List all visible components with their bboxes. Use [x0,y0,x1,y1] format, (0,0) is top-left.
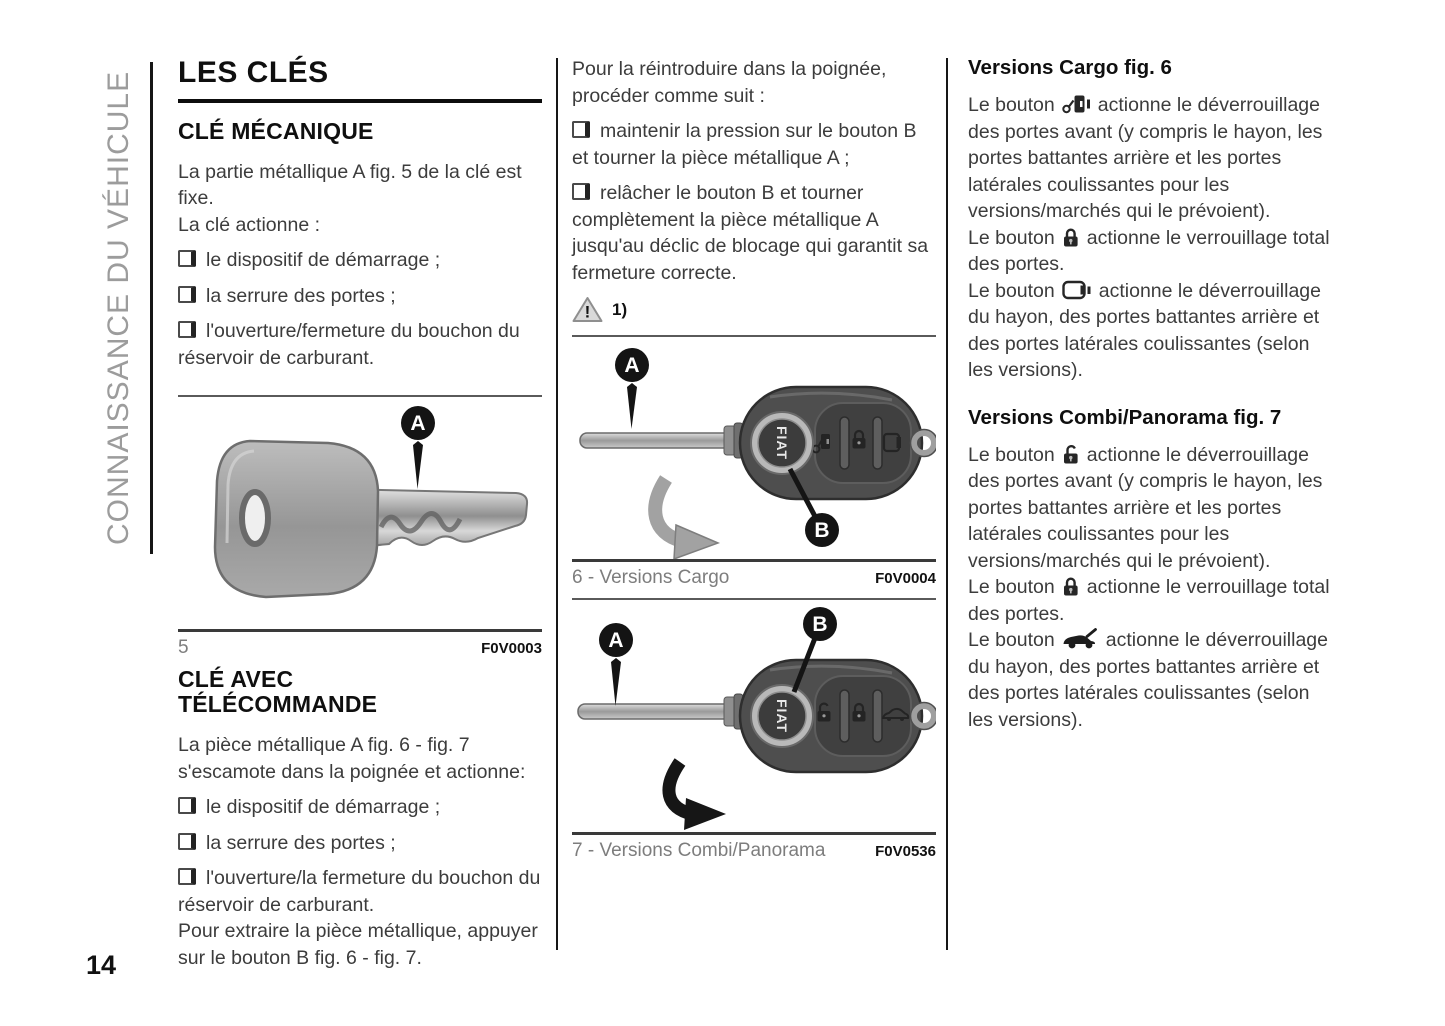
button-divider [873,417,882,469]
reinsert-para: Pour la réintroduire dans la poignée, procéder comme suit : [572,58,887,107]
rotate-arrow-head [684,798,726,830]
warning-row [572,296,936,323]
figure-5-caption [178,629,542,661]
label-b-text: B [812,613,828,637]
mech-bullet-3: l'ouverture/fermeture du bouchon du réservoir de carburant. [178,320,520,369]
column-left [178,56,542,971]
chapter-vertical-label: CONNAISSANCE DU VÉHICULE [102,70,135,546]
square-bullet-icon [572,121,590,138]
cargo-sentence-1: Le bouton actionne le déverrouillage des portes avant (y compris le hayon, les portes battantes arrière et les portes latérales coulissantes pour les versions/marchés qui le prévoient). [968,94,1323,223]
remote-key-heading: CLÉ AVEC TÉLÉCOMMANDE [178,666,378,718]
key-head-hole [242,492,268,544]
car-trunk-open-icon [1062,628,1099,649]
label-a-text: A [608,629,624,653]
warning-note-ref: 1) [612,299,628,319]
chapter-vertical-rule [150,62,153,554]
combi-sentence-2: Le bouton actionne le verrouillage total des portes. [968,576,1330,625]
combi-heading: Versions Combi/Panorama fig. 7 [968,405,1282,429]
column-middle [572,56,936,864]
section-title: LES CLÉS [178,56,542,103]
figure-code: F0V0004 [875,570,936,588]
label-a-pointer [627,383,637,429]
button-divider [840,417,849,469]
button-divider [873,690,882,742]
figure-code: F0V0536 [875,843,936,861]
remote-bullet-2: la serrure des portes ; [178,830,542,857]
remote-bullet-3: l'ouverture/la fermeture du bouchon du réservoir de carburant. [178,867,541,916]
tailgate-unlock-icon [1062,280,1092,300]
rotate-arrow-head [674,525,718,559]
label-a-text: A [410,412,426,436]
reinsert-bullet-2: relâcher le bouton B et tourner complètement la pièce métallique A jusqu'au déclic de blocage qui garantit sa fermeture correcte. [572,182,929,284]
column-separator-2 [946,58,948,950]
label-b-text: B [814,519,830,543]
column-right [968,56,1338,733]
figure-caption-text: 7 - Versions Combi/Panorama [572,840,826,862]
combi-sentence-3: Le bouton actionne le déverrouillage du hayon, des portes battantes arrière et des portes latérales coulissantes (selon les versions). [968,629,1328,731]
door-unlock-key-icon [1062,94,1091,114]
square-bullet-icon [178,286,196,303]
square-bullet-icon [178,868,196,885]
square-bullet-icon [178,250,196,267]
figure-caption-text: 6 - Versions Cargo [572,567,730,589]
svg-text:!: ! [584,302,591,322]
mech-para-1: La partie métallique A fig. 5 de la clé est fixe. [178,160,522,210]
cargo-heading: Versions Cargo fig. 6 [968,56,1172,79]
label-a-pointer [413,441,423,489]
lock-open-icon [1062,443,1080,464]
square-bullet-icon [178,797,196,814]
figure-7-key-fob-combi-image [572,600,936,832]
square-bullet-icon [178,321,196,338]
fob-blade [578,704,732,719]
remote-para-2: Pour extraire la pièce métallique, appuyer sur le bouton B fig. 6 - fig. 7. [178,920,538,969]
remote-bullet-1: le dispositif de démarrage ; [178,794,542,821]
mech-key-heading: CLÉ MÉCANIQUE [178,118,374,144]
mech-bullet-2: la serrure des portes ; [178,283,542,310]
button-divider [840,690,849,742]
combi-sentence-1: Le bouton actionne le déverrouillage des portes avant (y compris le hayon, les portes battantes arrière et les portes latérales coulissantes pour les versions/marchés qui le prévoient). [968,443,1323,572]
figure-7-caption [572,832,936,864]
figure-5-mechanical-key-image [178,397,542,629]
fiat-logo-text: FIAT [774,426,790,461]
label-a-text: A [624,354,640,378]
column-separator-1 [556,58,558,950]
keyring-loop [914,706,934,726]
figure-6-key-fob-cargo-image [572,337,936,559]
keyring-loop [914,433,934,453]
fiat-logo-text: FIAT [774,699,790,734]
figure-number: 5 [178,637,189,659]
page-number: 14 [86,950,117,980]
cargo-sentence-2: Le bouton actionne le verrouillage total des portes. [968,226,1330,276]
figure-code: F0V0003 [481,640,542,658]
cargo-sentence-3: Le bouton actionne le déverrouillage du hayon, des portes battantes arrière et des portes latérales coulissantes (selon les versions). [968,279,1321,382]
mech-bullet-1: le dispositif de démarrage ; [178,247,542,274]
remote-para-1: La pièce métallique A fig. 6 - fig. 7 s'escamote dans la poignée et actionne: [178,734,526,783]
warning-triangle-icon [572,296,603,323]
square-bullet-icon [178,833,196,850]
mech-para-2: La clé actionne : [178,213,321,236]
fob-blade [580,433,732,448]
figure-6-caption [572,559,936,591]
label-a-pointer [611,658,621,706]
lock-closed-icon [1062,227,1080,247]
lock-closed-icon [1062,576,1080,596]
square-bullet-icon [572,183,590,200]
reinsert-bullet-1: maintenir la pression sur le bouton B et tourner la pièce métallique A ; [572,120,917,169]
